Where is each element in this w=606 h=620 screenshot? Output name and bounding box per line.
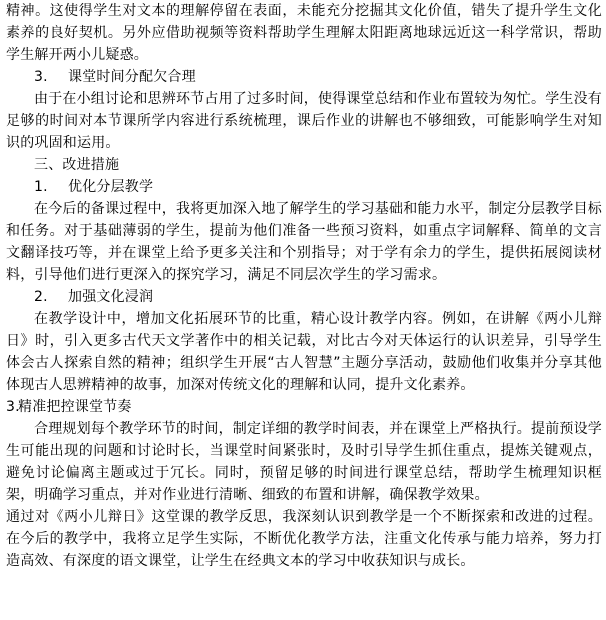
measure-3-paragraph: 合理规划每个教学环节的时间，制定详细的教学时间表，并在课堂上严格执行。提前预设学生可能出现的问题和讨论时长，当课堂时间紧张时，及时引导学生抓住重点，提炼关键观点，避免讨论偏离主题或过于冗长。同时，预留足够的时间进行课堂总结，帮助学生梳理知识框架，明确学习重点，并对作业进行清晰、细致的布置和讲解，确保教学效果。: [6, 421, 602, 503]
measure-2-heading: [6, 286, 602, 308]
problem-3-paragraph: 由于在小组讨论和思辨环节占用了过多时间，使得课堂总结和作业布置较为匆忙。学生没有足够的时间对本节课所学内容进行系统梳理，课后作业的讲解也不够细致，可能影响学生对知识的巩固和运用。: [6, 91, 602, 151]
measure-2-number: 2.: [34, 289, 48, 305]
intro-paragraph: 精神。这使得学生对文本的理解停留在表面，未能充分挖掘其文化价值，错失了提升学生文化素养的良好契机。另外应借助视频等资料帮助学生理解太阳距离地球远近这一科学常识，帮助学生解开两小儿疑惑。: [6, 3, 602, 63]
problem-3-title: 课堂时间分配欠合理: [68, 69, 196, 85]
measure-1-paragraph: 在今后的备课过程中，我将更加深入地了解学生的学习基础和能力水平，制定分层教学目标和任务。对于基础薄弱的学生，提前为他们准备一些预习资料，如重点字词解释、简单的文言文翻译技巧等，并在课堂上给予更多关注和个别指导；对于学有余力的学生，提供拓展阅读材料，引导他们进行更深入的探究学习，满足不同层次学生的学习需求。: [6, 201, 602, 283]
problem-3-heading: [6, 66, 602, 88]
problem-3-number: 3.: [34, 69, 48, 85]
measure-2-title: 加强文化浸润: [68, 289, 154, 305]
measure-3-heading: [6, 396, 602, 418]
measure-3-title: 精准把控课堂节奏: [18, 399, 132, 415]
measure-3-number: 3.: [6, 399, 20, 415]
conclusion-paragraph: 通过对《两小儿辩日》这堂课的教学反思，我深刻认识到教学是一个不断探索和改进的过程。在今后的教学中，我将立足学生实际，不断优化教学方法，注重文化传承与能力培养，努力打造高效、有深度的语文课堂，让学生在经典文本的学习中收获知识与成长。: [6, 509, 602, 569]
measure-2-paragraph: 在教学设计中，增加文化拓展环节的比重，精心设计教学内容。例如，在讲解《两小儿辩日》时，引入更多古代天文学著作中的相关记载，对比古今对天体运行的认识差异，引导学生体会古人探索自然的精神；组织学生开展“古人智慧”主题分享活动，鼓励他们收集并分享其他体现古人思辨精神的故事，加深对传统文化的理解和认同，提升文化素养。: [6, 311, 602, 393]
measure-1-heading: [6, 176, 602, 198]
section-3-heading: 三、改进措施: [34, 157, 120, 173]
measure-1-number: 1.: [34, 179, 48, 195]
measure-1-title: 优化分层教学: [68, 179, 154, 195]
